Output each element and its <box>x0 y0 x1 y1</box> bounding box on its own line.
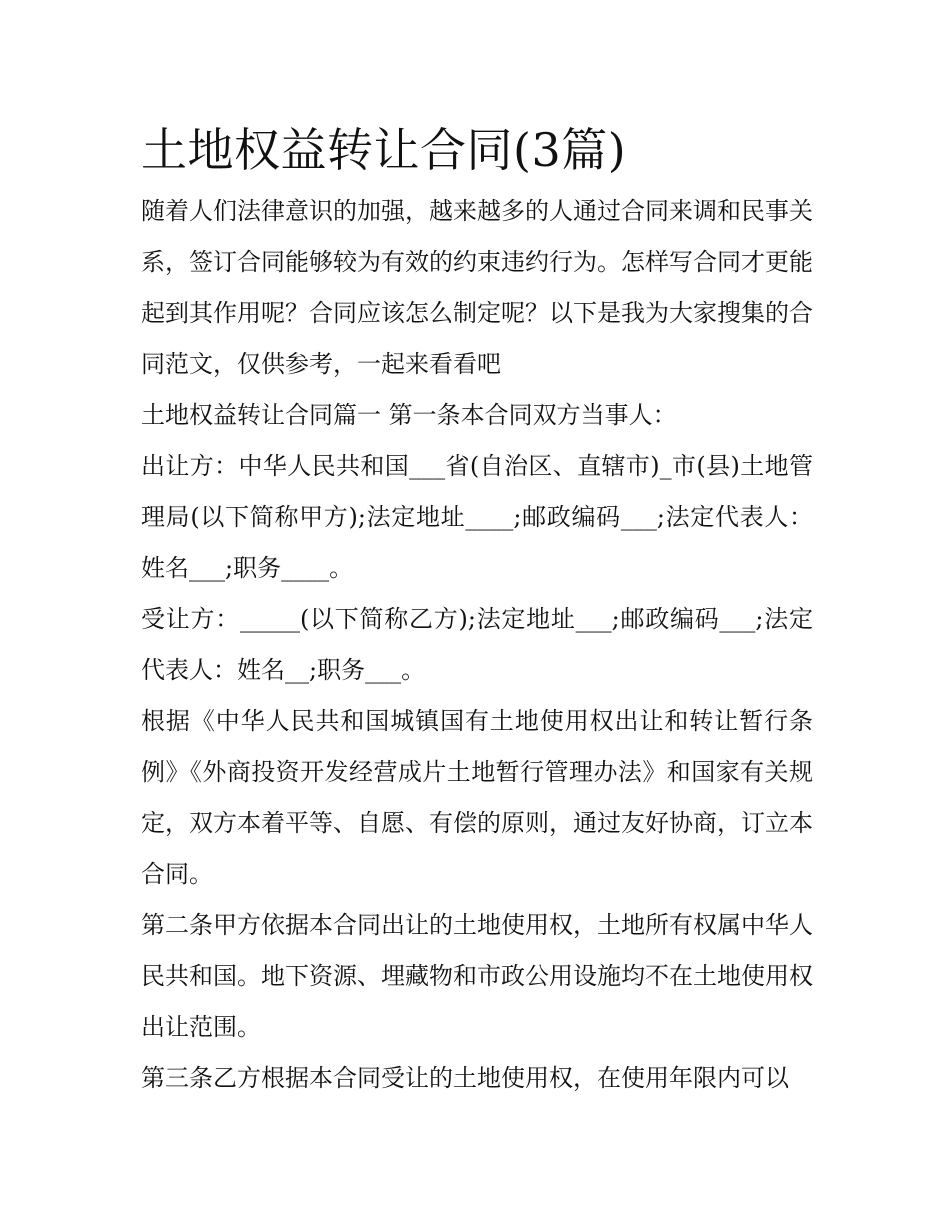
paragraph-intro: 随着人们法律意识的加强，越来越多的人通过合同来调和民事关系，签订合同能够较为有效的约束违约行为。怎样写合同才更能起到其作用呢？合同应该怎么制定呢？以下是我为大家搜集的合同范文，仅供参考，一起来看看吧 <box>141 197 813 378</box>
document-body <box>141 120 813 1104</box>
paragraph-transferor: 出让方：中华人民共和国___省(自治区、直辖市)_市(县)土地管理局(以下简称甲方);法定地址____;邮政编码___;法定代表人：姓名___;职务____。 <box>141 452 813 582</box>
paragraph-article-3: 第三条乙方根据本合同受让的土地使用权，在使用年限内可以 <box>141 1064 789 1092</box>
paragraph-legal-basis: 根据《中华人民共和国城镇国有土地使用权出让和转让暂行条例》《外商投资开发经营成片土地暂行管理办法》和国家有关规定，双方本着平等、自愿、有偿的原则，通过友好协商，订立本合同。 <box>141 707 813 888</box>
paragraph-transferee: 受让方：_____(以下简称乙方);法定地址___;邮政编码___;法定代表人：姓名__;职务___。 <box>141 605 813 684</box>
document-title: 土地权益转让合同(3篇) <box>141 123 627 177</box>
paragraph-article-1-heading: 土地权益转让合同篇一 第一条本合同双方当事人： <box>141 401 677 429</box>
paragraph-article-2: 第二条甲方依据本合同出让的土地使用权，土地所有权属中华人民共和国。地下资源、埋藏物和市政公用设施均不在土地使用权出让范围。 <box>141 911 813 1041</box>
